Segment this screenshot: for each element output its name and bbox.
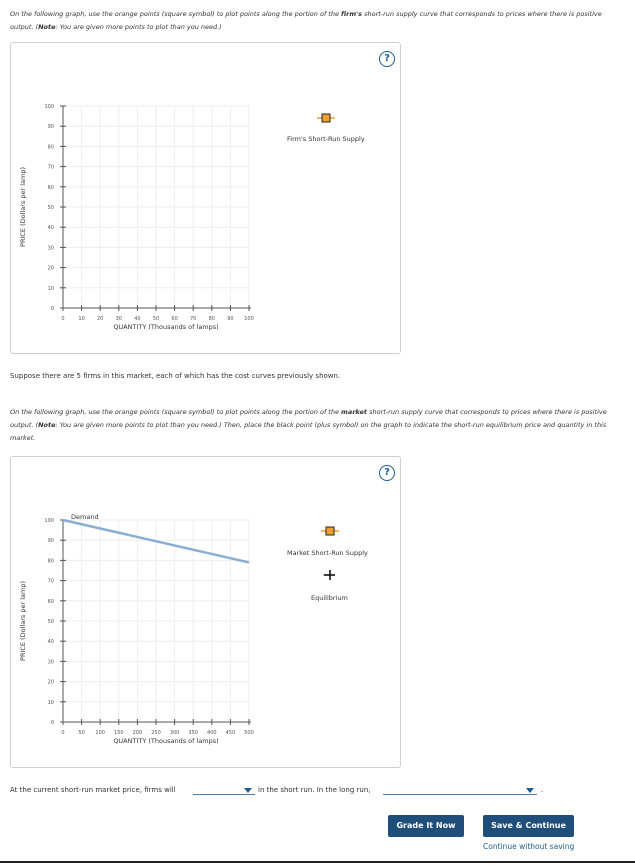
instr2-pre: On the following graph, use the orange points (square symbol) to plot points along the portion of the (10, 408, 342, 416)
y-tick-label: 30 (47, 245, 54, 252)
x-tick-label: 200 (132, 730, 143, 736)
x-tick-label: 80 (208, 316, 215, 322)
x-tick-label: 150 (114, 730, 124, 736)
y-tick-label: 70 (47, 578, 54, 585)
orange-square-point-icon[interactable] (321, 526, 339, 536)
question-part3: . (541, 786, 544, 794)
chevron-down-icon (244, 788, 252, 793)
instr2-note-label: Note (38, 421, 56, 429)
y-tick-label: 90 (47, 124, 54, 131)
x-tick-label: 90 (227, 316, 234, 322)
x-tick-label: 50 (78, 730, 85, 736)
chevron-down-icon (526, 788, 534, 793)
legend-label-market-supply: Market Short-Run Supply (287, 549, 368, 557)
y-tick-label: 80 (47, 144, 54, 151)
legend-label-firm-supply: Firm's Short-Run Supply (287, 135, 365, 143)
instr1-bold: firm's (341, 10, 363, 18)
y-tick-label: 20 (47, 265, 54, 272)
y-tick-label: 70 (47, 164, 54, 171)
y-tick-label: 0 (50, 720, 54, 726)
y-axis-label: PRICE (Dollars per lamp) (19, 167, 27, 247)
firm-supply-graph-panel (10, 42, 401, 354)
x-tick-label: 350 (188, 730, 198, 736)
legend-label-equilibrium: Equilibrium (311, 594, 348, 602)
x-tick-label: 400 (207, 730, 217, 736)
y-tick-label: 90 (47, 538, 54, 545)
black-plus-point-icon[interactable] (323, 569, 337, 581)
y-tick-label: 10 (47, 285, 54, 292)
x-tick-label: 100 (95, 730, 105, 736)
x-tick-label: 40 (134, 316, 141, 322)
instr1-post: short-run supply curve that corresponds to prices where there is positive output. ( (10, 10, 602, 31)
instr2-bold: market (341, 408, 368, 416)
y-tick-label: 40 (47, 225, 54, 232)
x-tick-label: 30 (115, 316, 122, 322)
instr1-note-text: : You are given more points to plot than you need.) (55, 23, 222, 31)
x-tick-label: 10 (78, 316, 85, 322)
series-label-demand: Demand (71, 513, 99, 521)
long-run-dropdown[interactable] (383, 785, 537, 795)
help-icon[interactable]: ? (379, 51, 395, 67)
firms-action-dropdown[interactable] (193, 785, 255, 795)
help-icon[interactable]: ? (379, 465, 395, 481)
market-supply-chart[interactable] (11, 457, 402, 769)
y-tick-label: 20 (47, 679, 54, 686)
orange-square-point-icon[interactable] (317, 113, 335, 123)
instr1-pre: On the following graph, use the orange points (square symbol) to plot points along the portion of the (10, 10, 342, 18)
y-tick-label: 100 (44, 104, 54, 110)
continue-without-saving-link[interactable]: Continue without saving (483, 842, 575, 851)
x-tick-label: 50 (152, 316, 160, 322)
x-tick-label: 0 (61, 730, 65, 736)
x-tick-label: 20 (97, 316, 104, 322)
instr1-note-label: Note (38, 23, 56, 31)
x-axis-label: QUANTITY (Thousands of lamps) (113, 737, 219, 745)
y-tick-label: 60 (47, 598, 54, 605)
grade-it-now-button[interactable]: Grade It Now (388, 815, 464, 837)
x-axis-label: QUANTITY (Thousands of lamps) (113, 323, 219, 331)
x-tick-label: 250 (151, 730, 161, 736)
y-tick-label: 30 (47, 659, 54, 666)
y-tick-label: 40 (47, 639, 54, 646)
firm-supply-chart[interactable] (11, 43, 402, 355)
x-tick-label: 100 (244, 316, 254, 322)
question-part1: At the current short-run market price, firms will (10, 786, 176, 794)
y-tick-label: 100 (44, 518, 54, 524)
x-tick-label: 70 (190, 316, 197, 322)
page-bottom-rule (0, 861, 635, 863)
x-tick-label: 450 (225, 730, 236, 736)
question-part2: in the short run. In the long run, (258, 786, 371, 794)
y-tick-label: 50 (47, 619, 54, 625)
market-description: Suppose there are 5 firms in this market, each of which has the cost curves previously shown. (10, 372, 341, 380)
instructions-market (10, 406, 610, 445)
x-tick-label: 60 (171, 316, 178, 322)
instructions-firm (10, 8, 610, 34)
y-tick-label: 50 (47, 205, 54, 211)
y-tick-label: 80 (47, 558, 54, 565)
y-tick-label: 0 (50, 306, 54, 312)
instr2-post: short-run supply curve that corresponds to prices where there is positive output. ( (10, 408, 607, 429)
x-tick-label: 300 (169, 730, 180, 736)
x-tick-label: 0 (61, 316, 65, 322)
y-tick-label: 10 (47, 699, 54, 706)
y-axis-label: PRICE (Dollars per lamp) (19, 581, 27, 661)
market-supply-graph-panel (10, 456, 401, 768)
x-tick-label: 500 (244, 730, 254, 736)
y-tick-label: 60 (47, 184, 54, 191)
instr2-note-text: : You are given more points to plot than you need.) Then, place the black point (plus symbol) on the graph to indicate the short-run equilibrium price and quantity in this market. (10, 421, 607, 442)
save-continue-button[interactable]: Save & Continue (483, 815, 574, 837)
